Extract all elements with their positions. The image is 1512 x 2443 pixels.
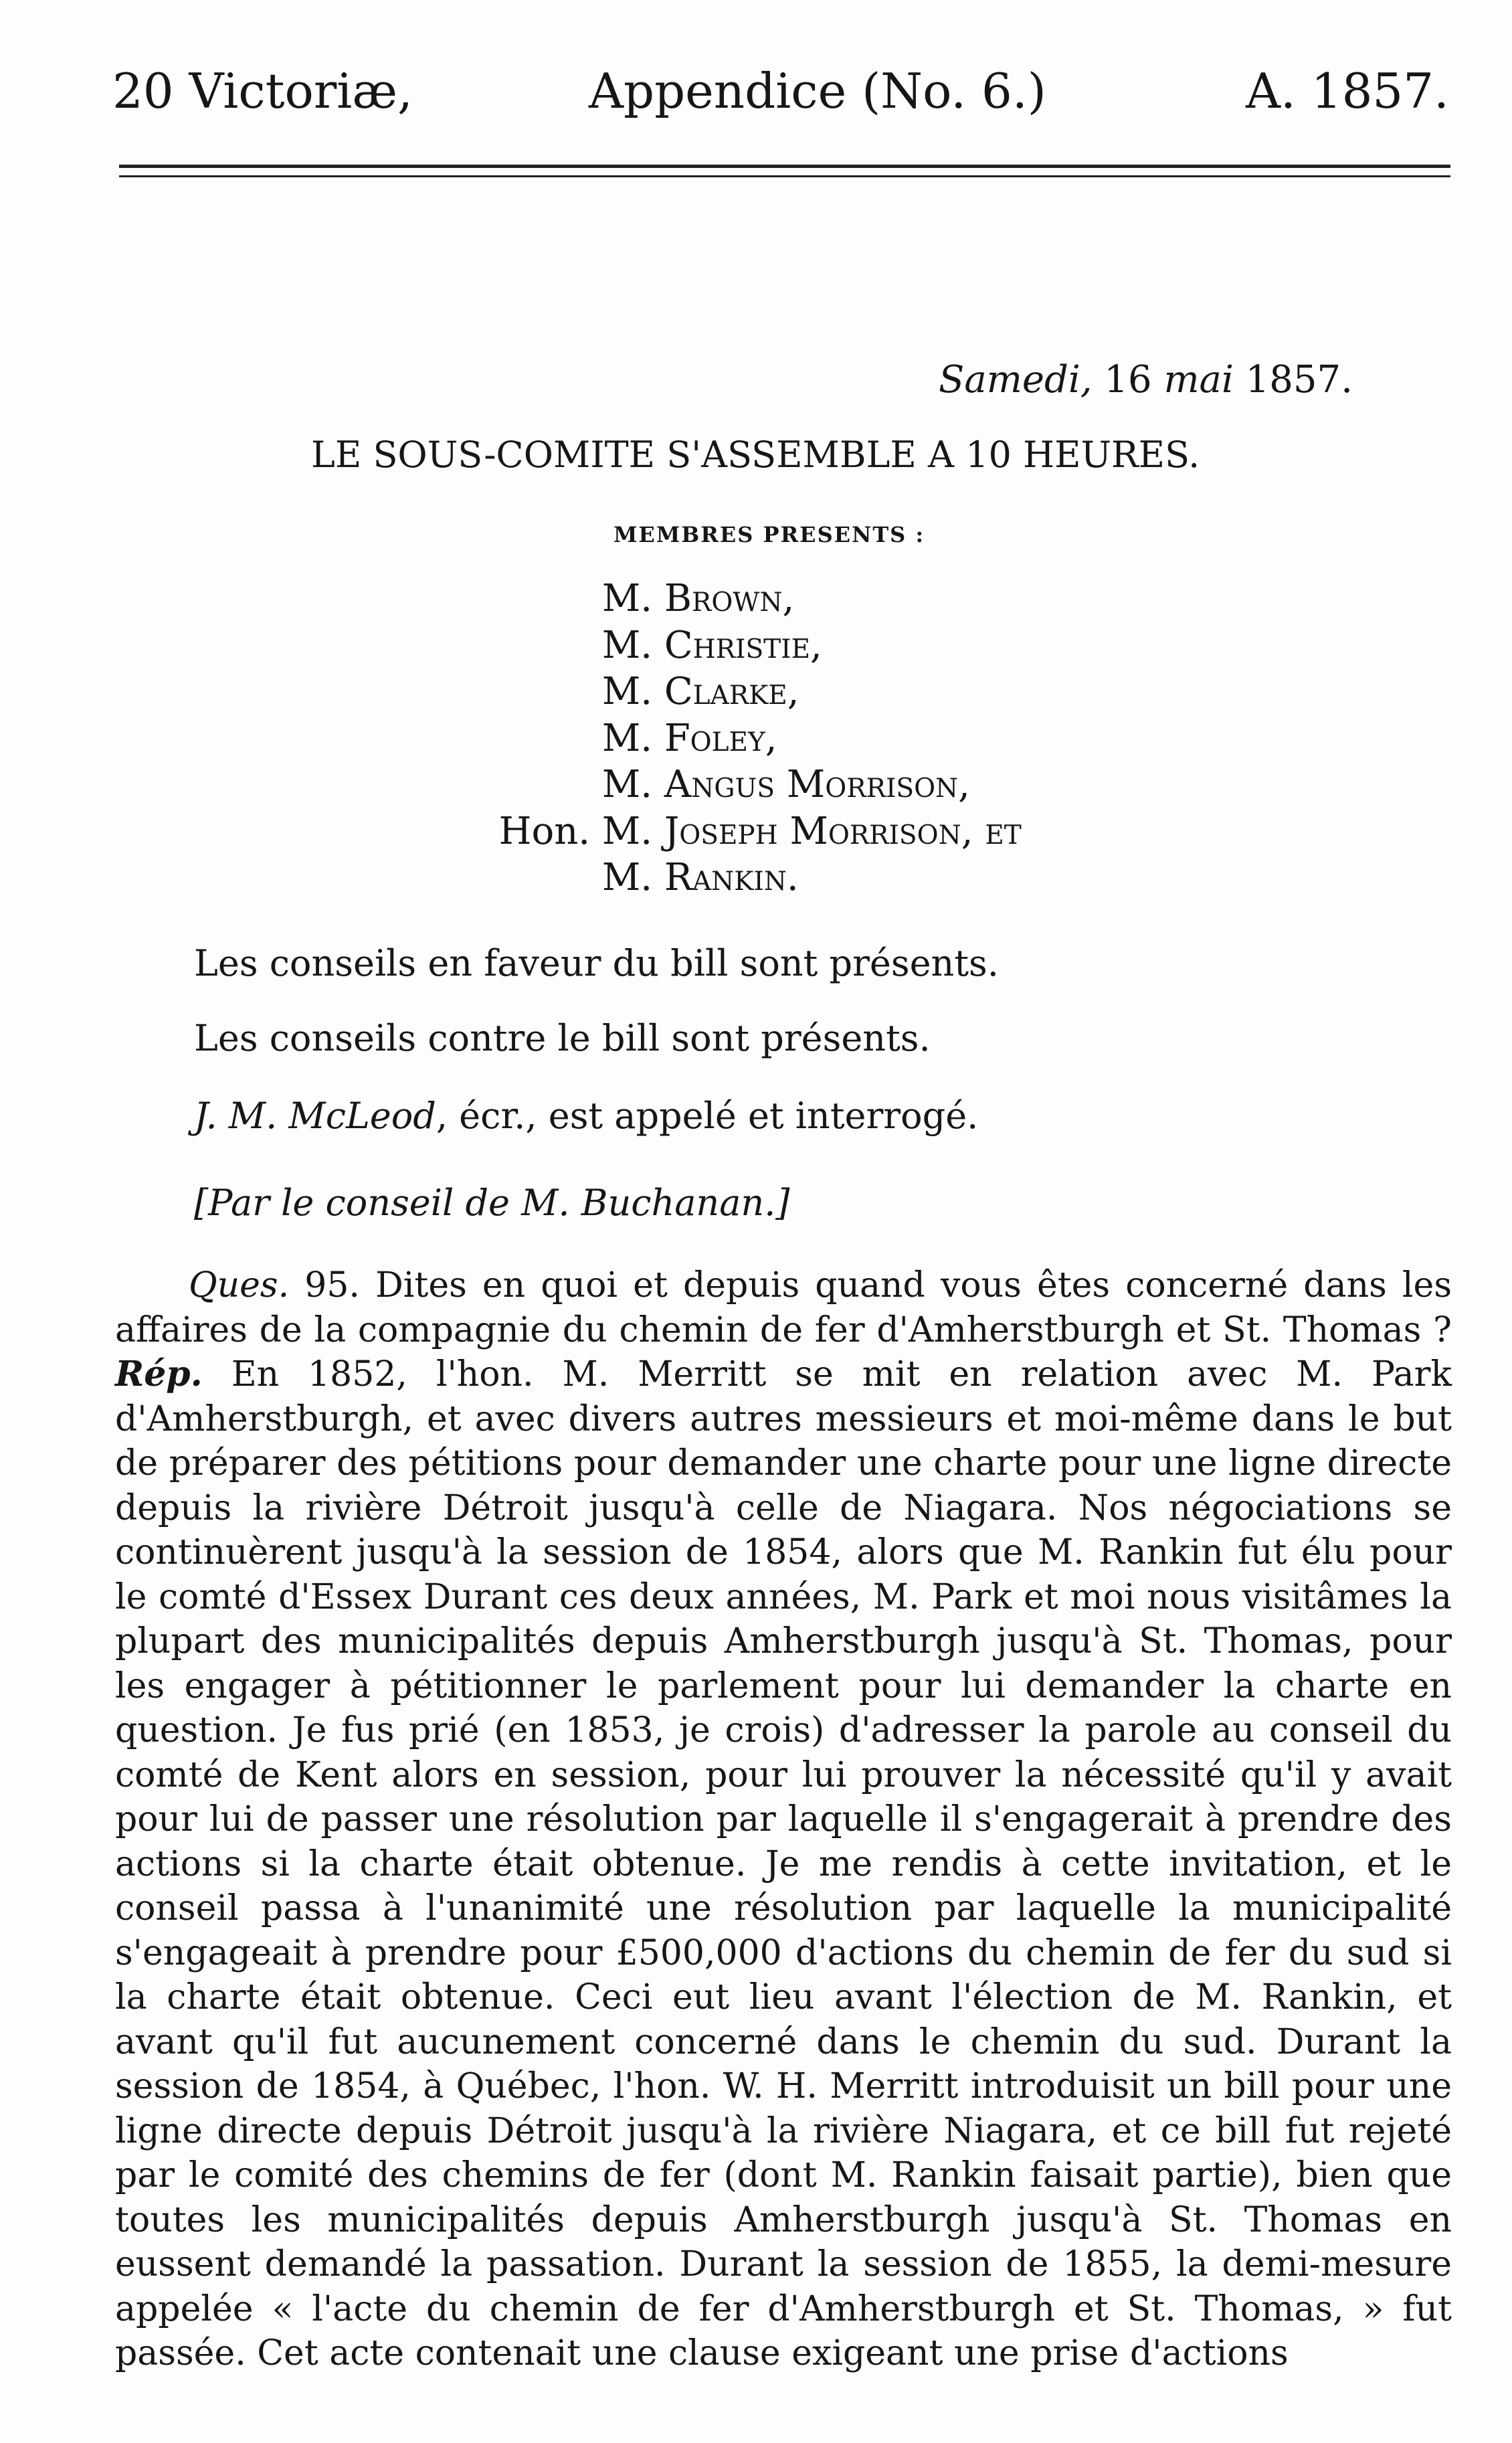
meeting-date [939, 358, 1353, 401]
members-list [498, 575, 1022, 901]
member-name: Brown, [664, 577, 795, 620]
member-item [555, 715, 1022, 762]
member-item [555, 668, 1022, 715]
member-item [555, 622, 1022, 669]
date-month: mai [1163, 358, 1234, 401]
member-name: Foley, [664, 716, 777, 760]
header-appendix: Appendice (No. 6.) [589, 63, 1046, 119]
member-name: Christie, [664, 623, 822, 667]
date-weekday: Samedi, [939, 358, 1093, 401]
member-name: Angus Morrison, [664, 763, 970, 806]
question-paragraph [115, 1263, 1452, 2376]
header-session: 20 Victoriæ, [112, 63, 413, 119]
header-year: A. 1857. [1246, 63, 1449, 119]
member-item [555, 854, 1022, 901]
counsel-for-paragraph: Les conseils en faveur du bill sont présents. [194, 942, 999, 984]
member-item [458, 808, 1022, 855]
member-prefix: M. [601, 577, 652, 620]
question-text: Dites en quoi et depuis quand vous êtes concerné dans les affaires de la compagnie du chemin de fer d'Amherstburgh et St. Thomas ? [115, 1265, 1452, 1350]
member-prefix: M. [601, 670, 652, 713]
witness-name: J. M. McLeod [194, 1095, 436, 1137]
member-prefix: M. [601, 763, 652, 806]
member-name: Rankin. [664, 856, 799, 899]
date-year: 1857. [1245, 358, 1353, 401]
member-name: Joseph Morrison, et [664, 809, 1022, 853]
member-prefix: Hon. M. [498, 809, 652, 853]
counsel-against-paragraph: Les conseils contre le bill sont présents. [194, 1017, 931, 1059]
answer-text: En 1852, l'hon. M. Merritt se mit en relation avec M. Park d'Amherstburgh, et avec divers autres messieurs et moi-même dans le but de préparer des pétitions pour demander une charte pour une ligne directe depuis la rivière Détroit jusqu'à celle de Niagara. Nos négociations se continuèrent jusqu'à la session de 1854, alors que M. Rankin fut élu pour le comté d'Essex Durant ces deux années, M. Park et moi nous visitâmes la plupart des municipalités depuis Amherstburgh jusqu'à St. Thomas, pour les engager à pétitionner le parlement pour lui demander la charte en question. Je fus prié (en 1853, je crois) d'adresser la parole au conseil du comté de Kent alors en session, pour lui prouver la nécessité qu'il y avait pour lui de passer une résolution par laquelle il s'engagerait à prendre des actions si la charte était obtenue. Je me rendis à cette invitation, et le conseil passa à l'unanimité une résolution par laquelle la municipalité s'engageait à prendre pour £500,000 d'actions du chemin de fer du sud si la charte était obtenue. Ceci eut lieu avant l'élection de M. Rankin, et avant qu'il fut aucunement concerné dans le chemin du sud. Durant la session de 1854, à Québec, l'hon. W. H. Merritt introduisit un bill pour une ligne directe depuis Détroit jusqu'à la rivière Niagara, et ce bill fut rejeté par le comité des chemins de fer (dont M. Rankin faisait partie), bien que toutes les municipalités depuis Amherstburgh jusqu'à St. Thomas en eussent demandé la passation. Durant la session de 1855, la demi-mesure appelée « l'acte du chemin de fer d'Amherstburgh et St. Thomas, » fut passée. Cet acte contenait une clause exigeant une prise d'actions [115, 1354, 1452, 2373]
question-number: 95. [304, 1265, 360, 1305]
member-item [555, 761, 1022, 808]
question-label: Ques. [189, 1265, 290, 1305]
date-day: 16 [1104, 358, 1152, 401]
meeting-line: LE SOUS-COMITE S'ASSEMBLE A 10 HEURES. [311, 434, 1200, 476]
member-prefix: M. [601, 856, 652, 899]
header-rule-thin [119, 175, 1450, 177]
answer-label: Rép. [115, 1354, 203, 1394]
member-item [555, 575, 1022, 622]
member-name: Clarke, [664, 670, 799, 713]
witness-paragraph [194, 1095, 978, 1137]
member-prefix: M. [601, 623, 652, 667]
counsel-note: [Par le conseil de M. Buchanan.] [194, 1182, 790, 1224]
header-rule-thick [119, 165, 1450, 168]
members-heading: MEMBRES PRESENTS : [613, 522, 925, 547]
member-prefix: M. [601, 716, 652, 760]
witness-rest: , écr., est appelé et interrogé. [436, 1095, 979, 1137]
